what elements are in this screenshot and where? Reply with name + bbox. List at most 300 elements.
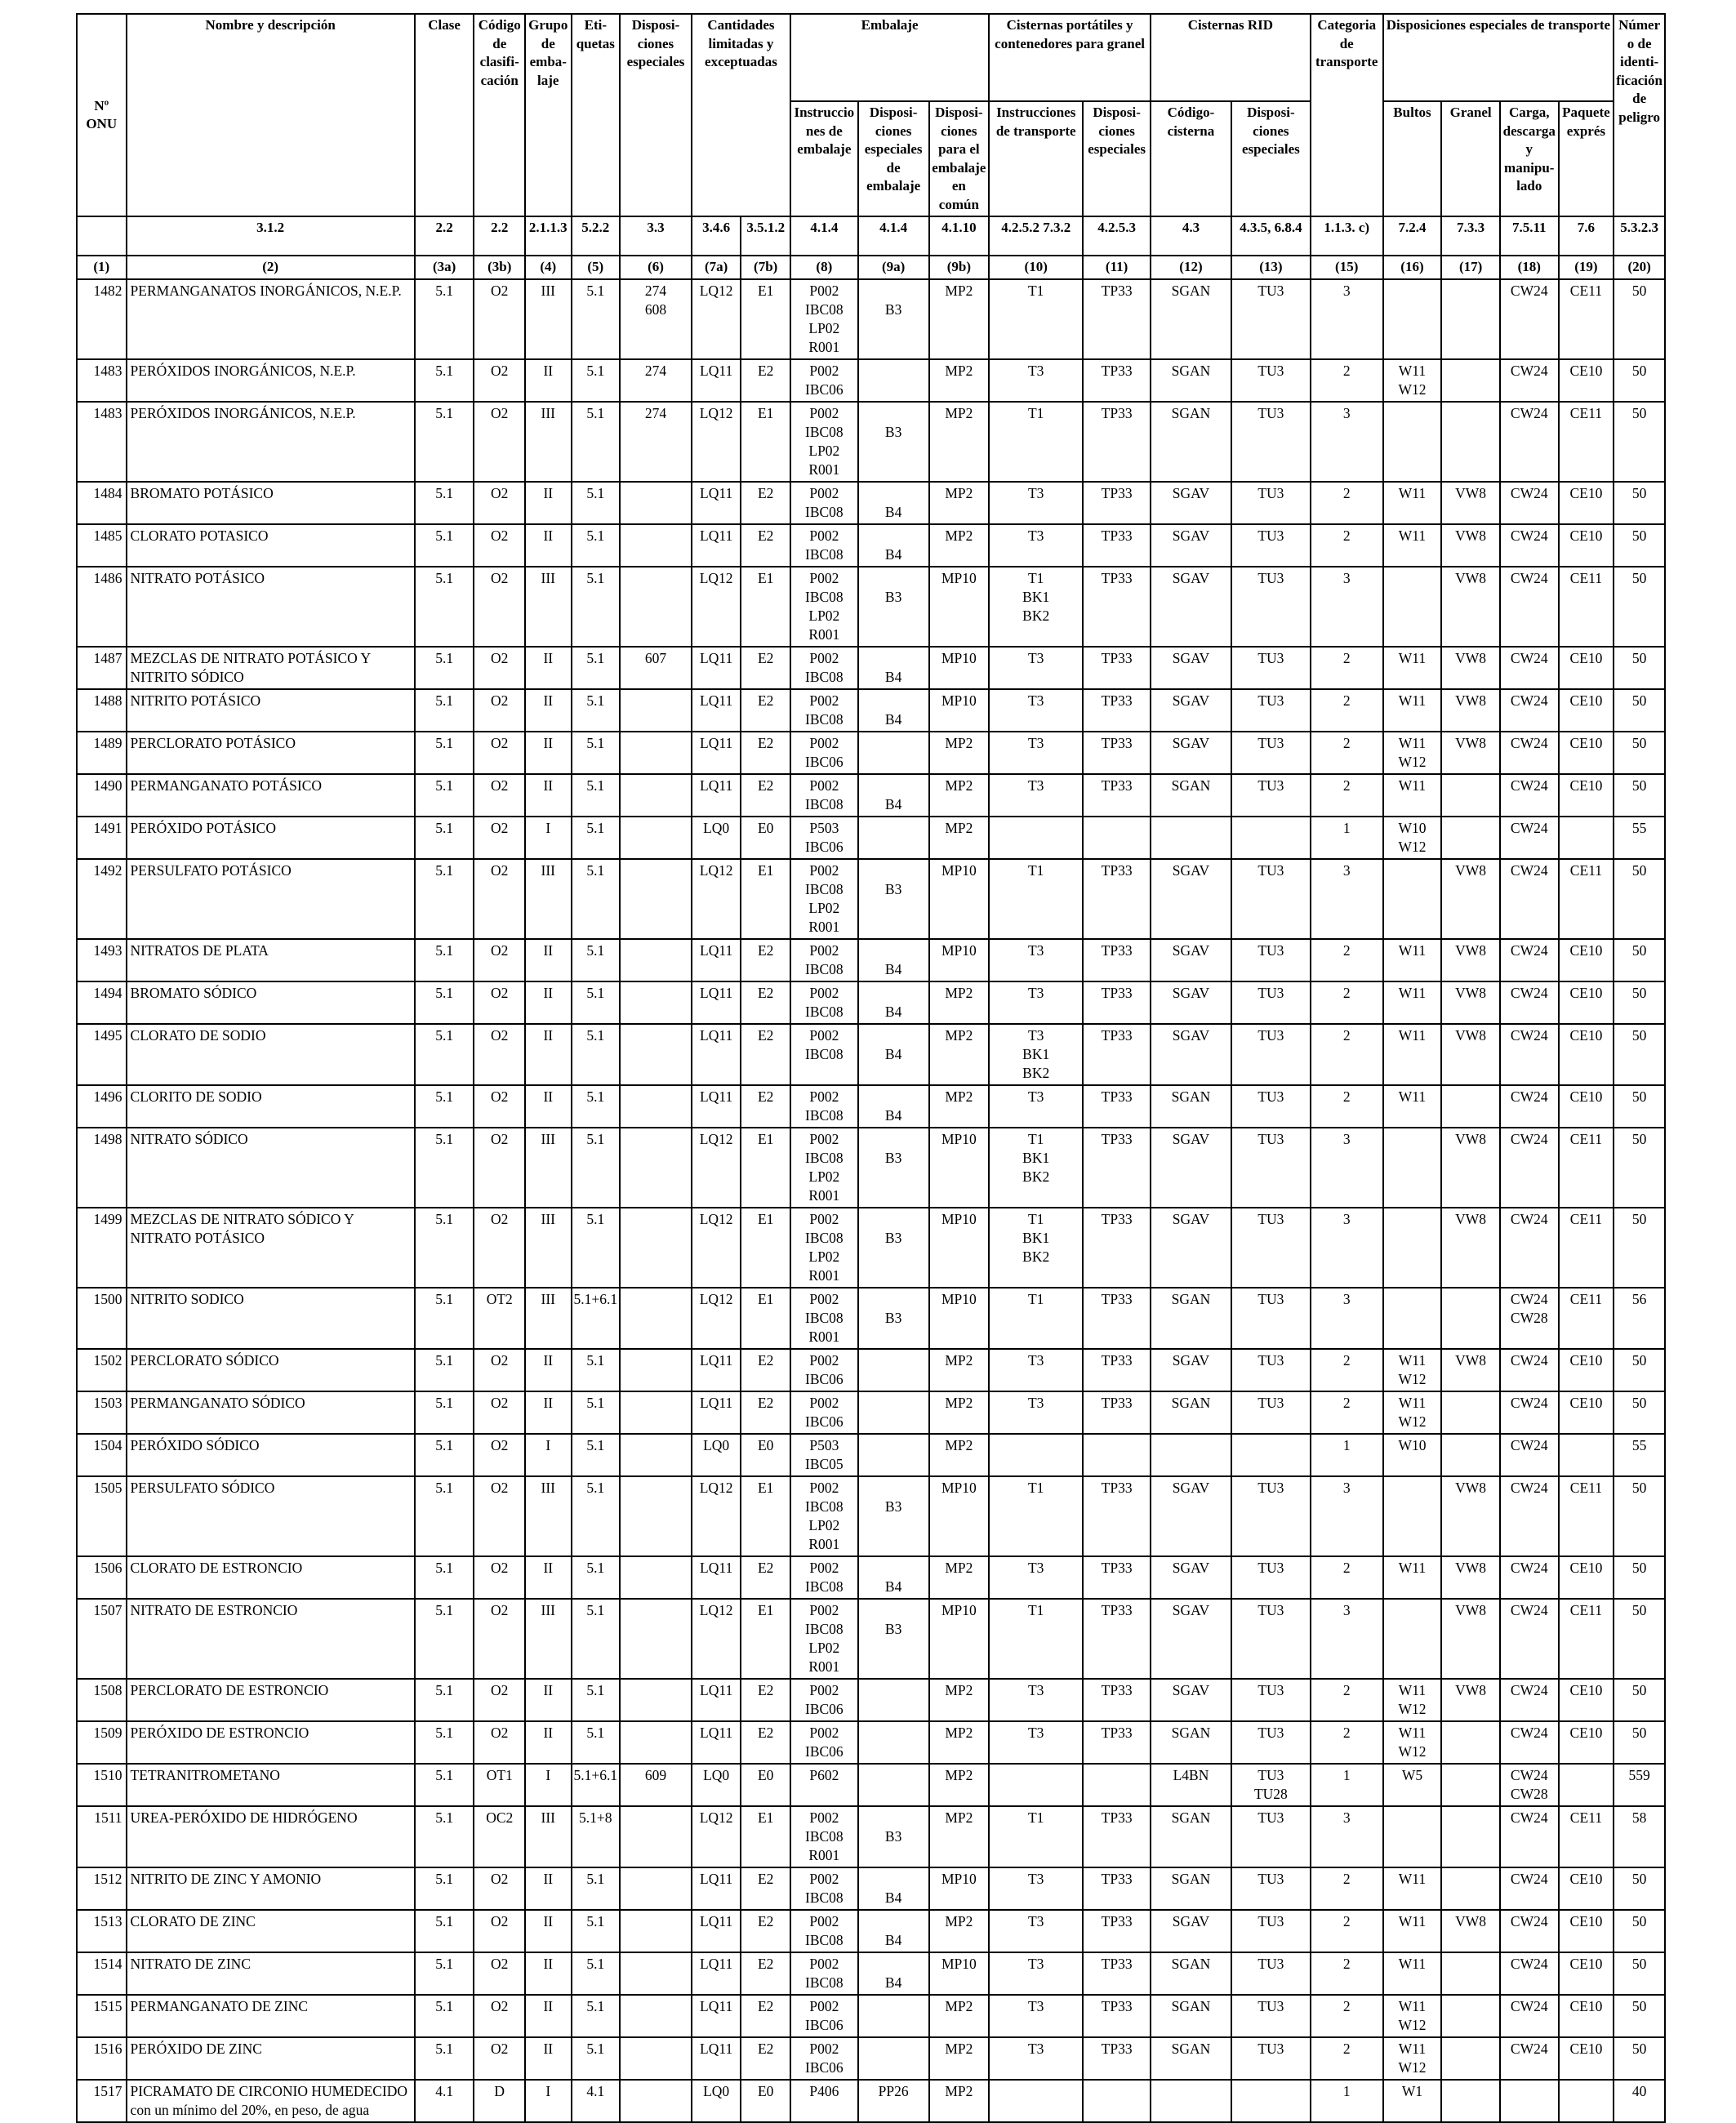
cell-line: II	[543, 649, 554, 666]
value-cell	[790, 567, 858, 647]
value-cell	[1311, 402, 1383, 482]
onu-number-cell	[77, 1349, 127, 1391]
value-cell	[1500, 1434, 1559, 1476]
cell-line: IBC05	[805, 1455, 844, 1472]
cell-line	[1561, 1766, 1612, 1785]
cell-line	[861, 1436, 927, 1455]
cell-line: CW24	[1510, 2040, 1548, 2057]
value-cell	[1559, 1867, 1614, 1910]
cell-line: PERÓXIDO DE ESTRONCIO	[130, 1724, 309, 1741]
cell-line: MP10	[941, 569, 977, 586]
value-cell	[1311, 1208, 1383, 1288]
cell-line: 5.1	[586, 941, 605, 959]
value-cell	[1311, 939, 1383, 981]
value-cell	[1383, 402, 1442, 482]
value-cell	[1083, 1599, 1151, 1679]
name-cell	[127, 1599, 415, 1679]
value-cell	[525, 482, 572, 524]
column-number-19: (18)	[1500, 256, 1559, 279]
cell-line: W11	[1398, 984, 1427, 1001]
cell-line	[1234, 819, 1308, 838]
value-cell	[790, 939, 858, 981]
cell-line	[1085, 819, 1148, 838]
cell-line: 5.1	[586, 1724, 605, 1741]
cell-line: T1	[1027, 861, 1044, 879]
cell-line: II	[543, 1955, 554, 1972]
value-cell	[1151, 279, 1231, 359]
value-cell	[858, 1288, 929, 1349]
cell-line: CW24	[1510, 1870, 1548, 1887]
name-cell	[127, 1679, 415, 1721]
cell-line: W12	[1398, 838, 1427, 855]
value-cell	[1383, 859, 1442, 939]
cell-line: CW24	[1510, 1559, 1548, 1576]
value-cell	[741, 1910, 790, 1952]
cell-line: II	[543, 1912, 554, 1929]
cell-line: P002	[809, 1681, 839, 1698]
value-cell	[474, 1391, 525, 1434]
header-embalaje: Embalaje	[790, 14, 989, 101]
value-cell	[741, 1764, 790, 1806]
cell-line: 1515	[93, 1997, 122, 2014]
cell-line	[1444, 1870, 1498, 1889]
cell-line: SGAN	[1171, 777, 1211, 794]
name-cell	[127, 1128, 415, 1208]
cell-line: L4BN	[1173, 1766, 1209, 1783]
value-cell	[620, 2037, 692, 2080]
cell-line: B3	[884, 1498, 902, 1515]
value-cell	[692, 1952, 741, 1995]
value-cell	[1311, 859, 1383, 939]
cell-line: IBC08	[805, 300, 844, 318]
cell-line: VW8	[1455, 569, 1487, 586]
value-cell	[1559, 1288, 1614, 1349]
cell-line: T3	[1027, 692, 1044, 709]
value-cell	[1231, 482, 1311, 524]
section-ref-7: 3.4.6	[692, 216, 741, 256]
cell-line: CE10	[1569, 1870, 1603, 1887]
value-cell	[1500, 1349, 1559, 1391]
cell-line	[861, 404, 927, 423]
value-cell	[525, 279, 572, 359]
cell-line: LQ11	[700, 527, 733, 544]
value-cell	[929, 1599, 990, 1679]
cell-line: 5.1	[586, 1559, 605, 1576]
cell-line: MP10	[941, 1955, 977, 1972]
value-cell	[1083, 402, 1151, 482]
cell-line	[622, 819, 689, 838]
cell-line: PICRAMATO DE CIRCONIO HUMEDECIDO con un mínimo del 20%, en peso, de agua	[130, 2082, 408, 2118]
value-cell	[1559, 981, 1614, 1024]
cell-line: SGAN	[1171, 1809, 1211, 1826]
cell-line: 50	[1631, 1870, 1647, 1887]
value-cell	[620, 1764, 692, 1806]
value-cell	[989, 817, 1083, 859]
value-cell	[692, 359, 741, 402]
value-cell	[1441, 817, 1500, 859]
cell-line: BK1	[1022, 588, 1050, 605]
onu-number-cell	[77, 279, 127, 359]
value-cell	[415, 2080, 474, 2122]
cell-line: MP2	[945, 282, 973, 299]
header-disp-emb: Disposi-ciones especiales de embalaje	[858, 101, 929, 216]
value-cell	[415, 689, 474, 732]
value-cell	[1441, 1476, 1500, 1556]
cell-line: SGAV	[1172, 1210, 1210, 1227]
cell-line	[991, 1766, 1080, 1785]
cell-line: W10	[1398, 1436, 1427, 1453]
cell-line: 2	[1342, 649, 1351, 666]
value-cell	[1500, 939, 1559, 981]
name-cell	[127, 1434, 415, 1476]
cell-line: 3	[1342, 282, 1351, 299]
value-cell	[1311, 774, 1383, 817]
value-cell	[1614, 1024, 1665, 1085]
cell-line: 607	[644, 649, 667, 666]
value-cell	[858, 1599, 929, 1679]
value-cell	[474, 279, 525, 359]
value-cell	[1311, 1556, 1383, 1599]
value-cell	[1311, 647, 1383, 689]
value-cell	[741, 1434, 790, 1476]
cell-line: TU3	[1257, 1351, 1284, 1369]
value-cell	[415, 567, 474, 647]
cell-line: O2	[491, 1394, 509, 1411]
cell-line: CW24	[1510, 1436, 1548, 1453]
cell-line: 50	[1631, 569, 1647, 586]
header-instr-emb: Instruccio nes de embalaje	[790, 101, 858, 216]
value-cell	[692, 1476, 741, 1556]
value-cell	[1231, 279, 1311, 359]
value-cell	[525, 1764, 572, 1806]
cell-line: CE10	[1569, 692, 1603, 709]
value-cell	[1231, 567, 1311, 647]
value-cell	[1151, 1599, 1231, 1679]
cell-line	[622, 1997, 689, 2016]
cell-line: P002	[809, 1870, 839, 1887]
value-cell	[989, 647, 1083, 689]
cell-line: SGAV	[1172, 941, 1210, 959]
value-cell	[572, 1434, 621, 1476]
cell-line: CE10	[1569, 1026, 1603, 1044]
value-cell	[474, 1679, 525, 1721]
cell-line: 1504	[93, 1436, 122, 1453]
value-cell	[1151, 1391, 1231, 1434]
value-cell	[572, 1952, 621, 1995]
value-cell	[525, 939, 572, 981]
cell-line	[1444, 1997, 1498, 2016]
value-cell	[1151, 1085, 1231, 1128]
cell-line: TU3	[1257, 1210, 1284, 1227]
cell-line	[622, 1601, 689, 1620]
value-cell	[572, 774, 621, 817]
cell-line: TP33	[1101, 1210, 1133, 1227]
cell-line: O2	[491, 1479, 509, 1496]
cell-line: W11	[1398, 1351, 1427, 1369]
value-cell	[741, 1995, 790, 2037]
cell-line	[622, 1724, 689, 1742]
value-cell	[1441, 1434, 1500, 1476]
cell-line: 50	[1631, 484, 1647, 501]
value-cell	[1231, 1806, 1311, 1867]
value-cell	[692, 1679, 741, 1721]
value-cell	[1441, 402, 1500, 482]
name-cell	[127, 1952, 415, 1995]
cell-line: LQ11	[700, 1088, 733, 1105]
cell-line: P002	[809, 484, 839, 501]
cell-line: III	[541, 1210, 556, 1227]
value-cell	[790, 1391, 858, 1434]
cell-line: 5.1	[435, 777, 454, 794]
cell-line: LQ12	[699, 1210, 733, 1227]
value-cell	[1614, 647, 1665, 689]
value-cell	[1441, 1952, 1500, 1995]
column-number-9: (8)	[790, 256, 858, 279]
value-cell	[1559, 1391, 1614, 1434]
cell-line: I	[545, 1436, 551, 1453]
cell-line: TU3	[1257, 1559, 1284, 1576]
cell-line: TU3	[1257, 1088, 1284, 1105]
value-cell	[1311, 817, 1383, 859]
value-cell	[741, 567, 790, 647]
value-cell	[989, 1208, 1083, 1288]
cell-line: 2	[1342, 984, 1351, 1001]
cell-line	[861, 692, 927, 710]
cell-line: 1508	[93, 1681, 122, 1698]
cell-line: TU3	[1257, 649, 1284, 666]
value-cell	[415, 2037, 474, 2080]
cell-line: SGAV	[1172, 1681, 1210, 1698]
value-cell	[415, 1556, 474, 1599]
table-row	[77, 2080, 1665, 2122]
cell-line: 5.1	[586, 1088, 605, 1105]
cell-line: O2	[491, 1351, 509, 1369]
value-cell	[1383, 1391, 1442, 1434]
section-ref-10: 4.1.4	[858, 216, 929, 256]
cell-line	[622, 2040, 689, 2058]
cell-line: SGAV	[1172, 984, 1210, 1001]
value-cell	[474, 1764, 525, 1806]
section-ref-1: 3.1.2	[127, 216, 415, 256]
adr-table-sheet	[76, 13, 1666, 2123]
cell-line: B4	[884, 1578, 902, 1595]
value-cell	[790, 1476, 858, 1556]
value-cell	[1383, 1764, 1442, 1806]
cell-line: 50	[1631, 777, 1647, 794]
cell-line: CE10	[1569, 1559, 1603, 1576]
value-cell	[1614, 1679, 1665, 1721]
cell-line: UREA-PERÓXIDO DE HIDRÓGENO	[130, 1809, 358, 1826]
cell-line: B3	[884, 1229, 902, 1246]
cell-line: 50	[1631, 1130, 1647, 1147]
cell-line: 1489	[93, 734, 122, 751]
cell-line	[861, 2040, 927, 2058]
header-numero: Número de identi-ficación de peligro	[1614, 14, 1665, 216]
value-cell	[525, 1024, 572, 1085]
onu-number-cell	[77, 2080, 127, 2122]
value-cell	[1311, 2037, 1383, 2080]
value-cell	[1441, 1995, 1500, 2037]
value-cell	[415, 1024, 474, 1085]
value-cell	[474, 774, 525, 817]
cell-line: 1486	[93, 569, 122, 586]
cell-line: PERSULFATO POTÁSICO	[130, 861, 292, 879]
cell-line: MP2	[945, 362, 973, 379]
cell-line: NITRITO POTÁSICO	[130, 692, 261, 709]
cell-line: LQ12	[699, 404, 733, 421]
value-cell	[989, 402, 1083, 482]
cell-line: 1511	[94, 1809, 122, 1826]
cell-line: CE11	[1569, 1290, 1603, 1307]
cell-line: 1498	[93, 1130, 122, 1147]
cell-line: III	[541, 1290, 556, 1307]
cell-line: 1483	[93, 404, 122, 421]
cell-line: IBC08	[805, 545, 844, 563]
value-cell	[989, 981, 1083, 1024]
cell-line: 3	[1342, 1601, 1351, 1618]
cell-line: SGAV	[1172, 861, 1210, 879]
value-cell	[415, 817, 474, 859]
value-cell	[1500, 647, 1559, 689]
onu-number-cell	[77, 1952, 127, 1995]
cell-line: 55	[1631, 1436, 1647, 1453]
cell-line: T1	[1027, 1210, 1044, 1227]
value-cell	[525, 1208, 572, 1288]
cell-line: 5.1	[586, 1955, 605, 1972]
value-cell	[620, 1995, 692, 2037]
value-cell	[525, 1476, 572, 1556]
cell-line: I	[545, 2082, 551, 2099]
cell-line: SGAV	[1172, 1912, 1210, 1929]
value-cell	[692, 1085, 741, 1128]
cell-line: 2	[1342, 527, 1351, 544]
value-cell	[692, 524, 741, 567]
cell-line	[1085, 1766, 1148, 1785]
value-cell	[415, 279, 474, 359]
cell-line: E2	[757, 1681, 774, 1698]
cell-line: 1517	[93, 2082, 122, 2099]
cell-line: W11	[1398, 777, 1427, 794]
value-cell	[989, 689, 1083, 732]
cell-line: IBC08	[805, 1578, 844, 1595]
cell-line: E1	[757, 1290, 774, 1307]
value-cell	[415, 859, 474, 939]
onu-number-cell	[77, 482, 127, 524]
cell-line: IBC08	[805, 1827, 844, 1845]
value-cell	[692, 689, 741, 732]
value-cell	[1383, 1599, 1442, 1679]
value-cell	[474, 1867, 525, 1910]
value-cell	[415, 1208, 474, 1288]
cell-line	[861, 1290, 927, 1309]
value-cell	[525, 1995, 572, 2037]
value-cell	[741, 524, 790, 567]
cell-line: CW24	[1510, 362, 1548, 379]
cell-line: 50	[1631, 941, 1647, 959]
cell-line: O2	[491, 1912, 509, 1929]
value-cell	[1441, 482, 1500, 524]
value-cell	[692, 1867, 741, 1910]
value-cell	[474, 1599, 525, 1679]
cell-line	[1444, 1809, 1498, 1827]
cell-line: O2	[491, 1681, 509, 1698]
value-cell	[1614, 1764, 1665, 1806]
value-cell	[1559, 2080, 1614, 2122]
cell-line: 1505	[93, 1479, 122, 1496]
cell-line	[1386, 1479, 1440, 1498]
cell-line: T3	[1027, 1997, 1044, 2014]
cell-line: O2	[491, 1026, 509, 1044]
value-cell	[858, 402, 929, 482]
cell-line: B4	[884, 1889, 902, 1906]
cell-line	[1444, 1290, 1498, 1309]
cell-line: CW24	[1510, 1394, 1548, 1411]
onu-number-cell	[77, 1391, 127, 1434]
value-cell	[692, 1128, 741, 1208]
cell-line: LQ11	[700, 1681, 733, 1698]
value-cell	[1383, 359, 1442, 402]
cell-line: TP33	[1101, 941, 1133, 959]
value-cell	[620, 1806, 692, 1867]
cell-line: O2	[491, 1130, 509, 1147]
value-cell	[525, 1679, 572, 1721]
value-cell	[572, 859, 621, 939]
cell-line	[861, 1681, 927, 1700]
value-cell	[989, 1556, 1083, 1599]
cell-line: W12	[1398, 2016, 1427, 2033]
cell-line: 5.1	[435, 1559, 454, 1576]
value-cell	[572, 1599, 621, 1679]
value-cell	[1500, 402, 1559, 482]
cell-line	[622, 2082, 689, 2101]
value-cell	[929, 1867, 990, 1910]
value-cell	[692, 774, 741, 817]
cell-line: E2	[757, 984, 774, 1001]
cell-line: CW24	[1510, 1351, 1548, 1369]
value-cell	[572, 2080, 621, 2122]
value-cell	[741, 1556, 790, 1599]
onu-number-cell	[77, 732, 127, 774]
value-cell	[1441, 1349, 1500, 1391]
value-cell	[415, 524, 474, 567]
value-cell	[1311, 732, 1383, 774]
value-cell	[1083, 647, 1151, 689]
cell-line: PERÓXIDO DE ZINC	[130, 2040, 262, 2057]
cell-line: LQ12	[699, 1290, 733, 1307]
cell-line: PERÓXIDOS INORGÁNICOS, N.E.P.	[130, 404, 356, 421]
cell-line	[861, 282, 927, 300]
value-cell	[858, 859, 929, 939]
onu-number-cell	[77, 1995, 127, 2037]
cell-line: LQ11	[700, 362, 733, 379]
value-cell	[858, 1910, 929, 1952]
cell-line: R001	[808, 461, 840, 478]
header-categoria: Categoria de transporte	[1311, 14, 1383, 216]
cell-line	[1444, 1955, 1498, 1974]
name-cell	[127, 359, 415, 402]
value-cell	[1151, 774, 1231, 817]
value-cell	[929, 981, 990, 1024]
value-cell	[620, 279, 692, 359]
value-cell	[741, 939, 790, 981]
value-cell	[989, 1024, 1083, 1085]
cell-line: 5.1	[435, 984, 454, 1001]
value-cell	[858, 939, 929, 981]
cell-line: LQ12	[699, 861, 733, 879]
value-cell	[1441, 1024, 1500, 1085]
cell-line: CE10	[1569, 1912, 1603, 1929]
cell-line: O2	[491, 1724, 509, 1741]
